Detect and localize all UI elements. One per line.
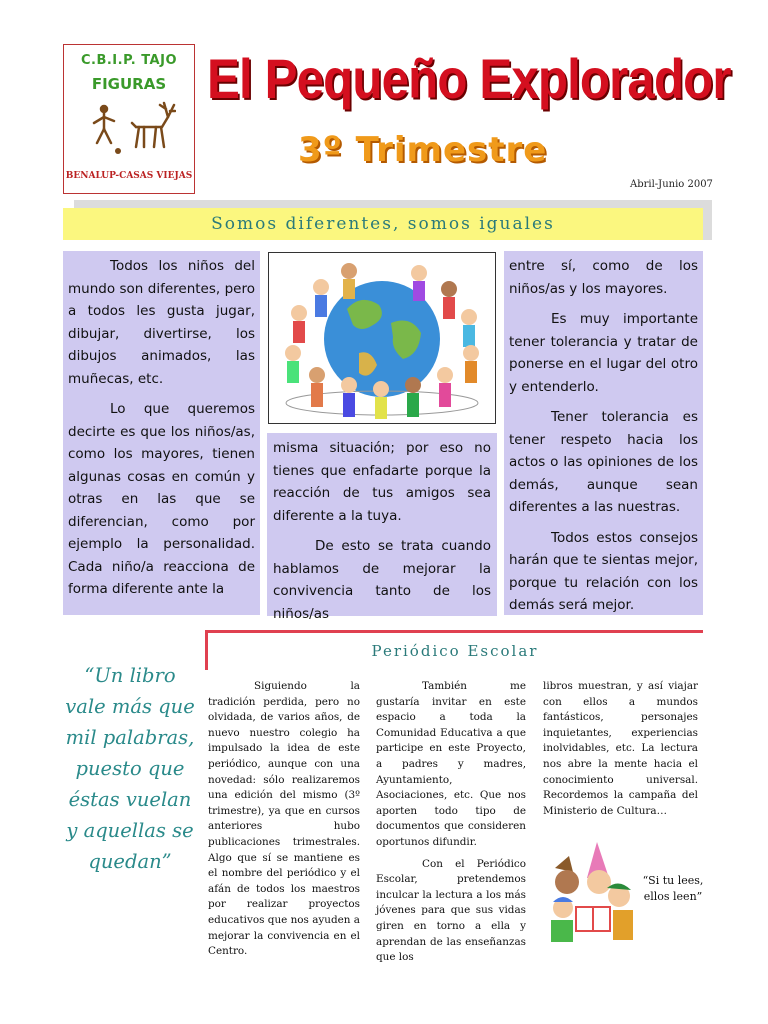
paragraph: Todos estos consejos harán que te sientas mejor, porque tu relación con los demás será mejor. <box>509 529 698 613</box>
article-banner <box>63 208 703 240</box>
paragraph: misma situación; por eso no tienes que enfadarte porque la reacción de tus amigos sea diferente a la tuya. <box>273 440 491 524</box>
paragraph: Con el Periódico Escolar, pretendemos inculcar la lectura a los más jóvenes para que sus vidas giren en torno a ella y aprendan de las enseñanzas que los <box>376 857 526 964</box>
article-column-2 <box>267 433 497 622</box>
paragraph: También me gustaría invitar en este espacio a toda la Comunidad Educativa a que participe en este Proyecto, a padres y madres, Ayuntamiento, Asociaciones, etc. Que nos aporten todo tipo de documentos que consideren oportunos difundir. <box>376 680 526 848</box>
pull-quote: “Un libro vale más que mil palabras, puesto que éstas vuelan y aquellas se quedan” <box>65 664 195 873</box>
article-column-1 <box>63 251 260 615</box>
periodico-column-1 <box>208 679 360 966</box>
paragraph: libros muestran, y así viajar con ellos a mundos fantásticos, personajes inquietantes, experiencias inolvidables, etc. La lectura nos abre la mente hacia el conocimiento universal. Recordemos la campaña del Ministerio de Cultura… <box>543 680 698 817</box>
paragraph: Siguiendo la tradición perdida, pero no olvidada, de varios años, de nuevo nuestro colegio ha impulsado la idea de este periódico, aunque con una novedad: sólo realizaremos una edición del mismo (3º trimestre), ya que en cursos anteriores hubo publicaciones trimestrales. Algo que sí se mantiene es el nombre del periódico y el afán de todos los maestros por realizar proyectos educativos que nos ayuden a mejorar la convivencia en el Centro. <box>208 680 360 958</box>
periodico-column-3 <box>543 679 698 825</box>
paragraph: Todos los niños del mundo son diferentes, pero a todos les gusta jugar, dibujar, divertirse, los dibujos animados, las muñecas, etc. <box>68 258 255 387</box>
paragraph: entre sí, como de los niños/as y los mayores. <box>509 258 698 297</box>
paragraph: Es muy importante tener tolerancia y tratar de ponerse en el lugar del otro y entenderlo. <box>509 311 698 395</box>
newspaper-title: El Pequeño Explorador <box>207 47 731 110</box>
reading-kids-icon <box>547 838 637 946</box>
cave-painting-icon <box>84 97 176 157</box>
paragraph: De esto se trata cuando hablamos de mejorar la convivencia tanto de los niños/as <box>273 538 491 622</box>
article-column-3 <box>504 251 703 615</box>
article-heading: Somos diferentes, somos iguales <box>211 214 555 234</box>
reading-children-illustration <box>547 838 637 946</box>
logo-line-3: BENALUP-CASAS VIEJAS <box>65 171 193 181</box>
section-divider <box>205 630 703 633</box>
newspaper-subtitle: 3º Trimestre <box>298 130 548 170</box>
globe-children-icon <box>269 253 495 423</box>
school-logo <box>63 44 195 194</box>
paragraph: Tener tolerancia es tener respeto hacia los actos o las opiniones de los demás, aunque sean diferentes a las nuestras. <box>509 409 698 515</box>
section-heading: Periódico Escolar <box>371 642 539 660</box>
logo-line-1: C.B.I.P. TAJO <box>80 53 177 68</box>
paragraph: Lo que queremos decirte es que los niños/as, como los mayores, tienen algunas cosas en común y otras en las que se diferencian, como por ejemplo la personalidad. Cada niño/a reacciona de forma diferente ante la <box>68 401 255 597</box>
logo-line-2: FIGURAS <box>91 75 167 93</box>
illustration-caption: “Si tu lees, ellos leen” <box>642 874 704 903</box>
periodico-column-2 <box>376 679 526 972</box>
children-around-globe-illustration <box>268 252 496 424</box>
issue-date: Abril-Junio 2007 <box>630 179 713 190</box>
section-divider-vertical <box>205 630 208 670</box>
